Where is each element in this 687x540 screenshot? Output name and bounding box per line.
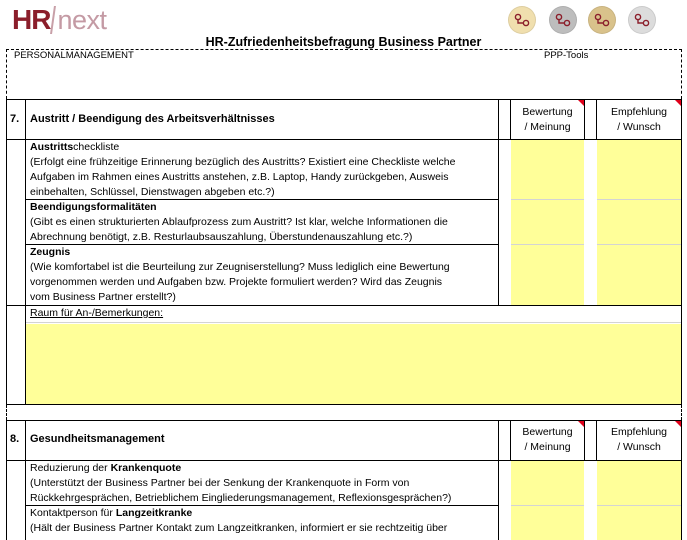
hrnext-logo: [12, 4, 107, 36]
s7-col1-comment-marker: [578, 100, 584, 106]
s7-title: Austritt / Beendigung des Arbeitsverhältnisses: [30, 113, 275, 125]
s7-item-beendigungsformalitaeten: [30, 200, 498, 245]
s7-item2-line: (Gibt es einen strukturierten Ablaufprozess zum Austritt? Ist klar, welche Informationen die: [30, 216, 448, 228]
ppp-tools-label: PPP-Tools: [544, 50, 589, 61]
s8-col-empfehlung: [597, 425, 681, 455]
link-chain-icon: [554, 13, 572, 27]
s7-grid: [511, 244, 584, 245]
s7-bewertung-input-area[interactable]: [511, 140, 584, 305]
s7-bottom-line: [6, 404, 682, 405]
s7-item-austrittscheckliste: [30, 140, 498, 200]
s8-text-col-line: [498, 420, 499, 540]
tool-button-1[interactable]: [508, 6, 536, 34]
page-title: HR-Zufriedenheitsbefragung Business Partner: [205, 35, 482, 49]
tool-button-2[interactable]: [549, 6, 577, 34]
s7-item1-line: einbehalten, Schlüssel, Dienstwagen abgeben etc.?): [30, 186, 275, 198]
s8-col-bewertung: [511, 425, 584, 455]
s8-bewertung-input-area[interactable]: [511, 461, 584, 540]
s7-item1-head-rest: checkliste: [73, 141, 120, 153]
s7-item2-line: Abrechnung benötigt, z.B. Resturlaubsauszahlung, Überstundenauszahlung etc.?): [30, 231, 413, 243]
s8-col2-label-a: Empfehlung: [610, 426, 668, 438]
s7-grid: [511, 199, 584, 200]
tool-button-4[interactable]: [628, 6, 656, 34]
s7-grid: [597, 244, 681, 245]
s8-col2-comment-marker: [675, 421, 681, 427]
s7-col2-label-a: Empfehlung: [610, 106, 668, 118]
s8-right-border: [681, 420, 682, 540]
s7-grid: [597, 199, 681, 200]
s8-col1-label-a: Bewertung: [522, 426, 573, 438]
s7-col1-right: [584, 99, 585, 139]
s8-item2-head-pre: Kontaktperson für: [30, 507, 116, 519]
s7-right-border: [681, 99, 682, 405]
s8-number-col-line: [25, 420, 26, 540]
s7-remark-input-area[interactable]: [26, 324, 681, 404]
s8-col2-label-b: / Wunsch: [617, 441, 661, 453]
logo-hr-text: HR: [12, 4, 51, 35]
link-chain-icon: [513, 13, 531, 27]
s7-item1-line: (Erfolgt eine frühzeitige Erinnerung bezüglich des Austritts? Existiert eine Checkliste welche: [30, 156, 456, 168]
spacer-left: [6, 405, 7, 420]
s8-item1-head-bold: Krankenquote: [110, 462, 182, 474]
s7-grid: [26, 322, 681, 323]
header-box-right: [681, 49, 682, 99]
s7-item1-head-bold: Austritts: [30, 141, 74, 153]
s7-col2-comment-marker: [675, 100, 681, 106]
link-chain-icon: [633, 13, 651, 27]
s8-number: 8.: [10, 433, 20, 445]
s7-col-bewertung: [511, 105, 584, 135]
s7-col1-label-a: Bewertung: [522, 106, 573, 118]
s7-item3-head-bold: Zeugnis: [30, 246, 71, 258]
s7-item3-line: (Wie komfortabel ist die Beurteilung zur Zeugniserstellung? Muss lediglich eine Bewertung: [30, 261, 450, 273]
s7-left-border: [6, 99, 7, 405]
personalmanagement-label: PERSONALMANAGEMENT: [14, 50, 134, 61]
s7-text-col-line: [498, 99, 499, 305]
s8-empfehlung-input-area[interactable]: [597, 461, 681, 540]
s8-col1-right: [584, 420, 585, 460]
s7-item1-line: Aufgaben im Rahmen eines Austritts anstehen, z.B. Laptop, Handy zurückgeben, Ausweis: [30, 171, 449, 183]
tool-button-3[interactable]: [588, 6, 616, 34]
s8-item-krankenquote: [30, 461, 498, 506]
s8-col1-label-b: / Meinung: [524, 441, 571, 453]
s8-col1-comment-marker: [578, 421, 584, 427]
logo-next-text: next: [57, 4, 107, 35]
s7-number: 7.: [10, 113, 20, 125]
s8-title: Gesundheitsmanagement: [30, 433, 165, 445]
s8-item1-line: Rückkehrgesprächen, Betrieblichem Eingliederungsmanagement, Reflexionsgesprächen?): [30, 492, 452, 504]
s7-empfehlung-input-area[interactable]: [597, 140, 681, 305]
s8-item2-line: (Hält der Business Partner Kontakt zum Langzeitkranken, informiert er sie rechtzeitig über: [30, 522, 448, 534]
s8-item1-line: (Unterstützt der Business Partner bei der Senkung der Krankenquote in Form von: [30, 477, 410, 489]
s8-grid: [511, 505, 584, 506]
s8-item2-head-bold: Langzeitkranke: [115, 507, 193, 519]
s7-item3-line: vorgenommen werden und Aufgaben bzw. Projekte formuliert werden? Wird das Zeugnis: [30, 276, 443, 288]
link-chain-icon: [593, 13, 611, 27]
logo-divider: [50, 6, 56, 34]
s7-rows-bottom: [6, 305, 682, 306]
s7-col-empfehlung: [597, 105, 681, 135]
s8-item1-head-pre: Reduzierung der: [30, 462, 111, 474]
s7-item3-line: vom Business Partner erstellt?): [30, 291, 176, 303]
s7-col2-label-b: / Wunsch: [617, 121, 661, 133]
s7-item2-head-bold: Beendigungsformalitäten: [30, 201, 157, 213]
s7-col1-label-b: / Meinung: [524, 121, 571, 133]
s8-grid: [597, 505, 681, 506]
spacer-right: [681, 405, 682, 420]
s7-item-zeugnis: [30, 245, 498, 305]
header-box-left: [6, 49, 7, 99]
s8-left-border: [6, 420, 7, 540]
s8-item-langzeitkranke: [30, 506, 498, 536]
s7-remark-label: Raum für An-/Bemerkungen:: [30, 307, 164, 319]
